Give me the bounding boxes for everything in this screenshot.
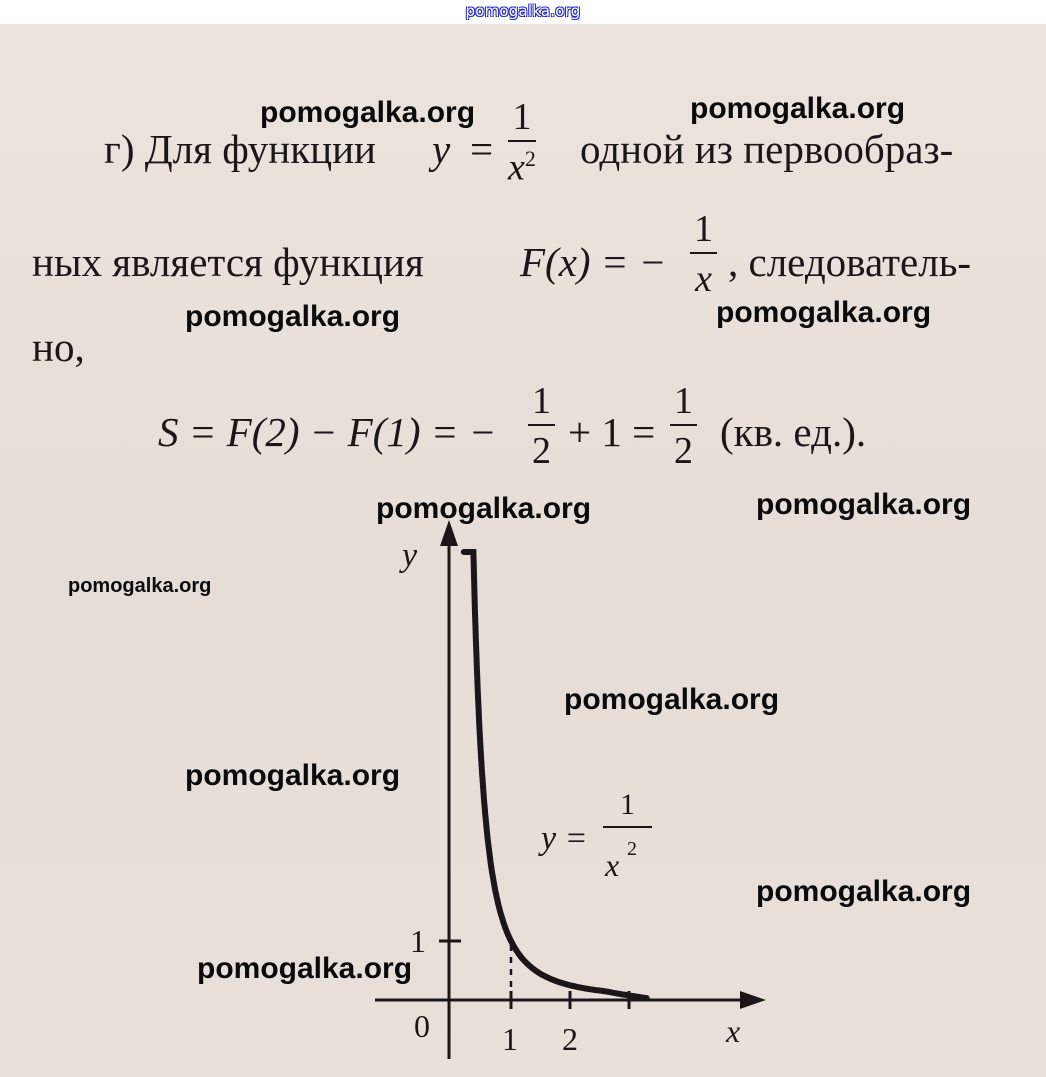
- curve-label-denominator: x: [605, 847, 620, 883]
- watermark: pomogalka.org: [185, 300, 401, 333]
- solution-line1-suffix: одной из первообраз-: [580, 126, 954, 172]
- area-formula-part1: S = F(2) − F(1) = −: [158, 409, 497, 455]
- function-graph: [0, 24, 1046, 1077]
- fraction-denominator: $x^2$: [508, 146, 536, 189]
- y-axis-label: y: [402, 537, 418, 574]
- solution-line2-suffix: , следователь-: [728, 239, 972, 285]
- origin-label: 0: [414, 1008, 430, 1044]
- watermark: pomogalka.org: [68, 575, 212, 597]
- watermark: pomogalka.org: [716, 296, 932, 329]
- site-header-link[interactable]: pomogalka.org: [465, 2, 581, 20]
- x-axis-arrow-icon: [740, 991, 766, 1009]
- curve-label-lhs: y =: [541, 820, 588, 857]
- fraction-numerator: 1: [694, 208, 713, 250]
- watermark: pomogalka.org: [564, 683, 780, 716]
- fraction-numerator: 1: [532, 380, 551, 422]
- solution-line1-eq: =: [470, 126, 494, 172]
- watermark: pomogalka.org: [197, 952, 413, 985]
- curve-label-exponent: 2: [627, 838, 637, 860]
- curve-label-numerator: 1: [620, 788, 635, 821]
- watermark: pomogalka.org: [185, 759, 401, 792]
- function-curve: [464, 552, 647, 998]
- x-tick-label-1: 1: [502, 1021, 518, 1057]
- fraction-numerator: 1: [512, 96, 532, 138]
- solution-line1-prefix: г) Для функции: [104, 126, 376, 172]
- watermark: pomogalka.org: [756, 875, 972, 908]
- solution-line2-antiderivative: F(x) = −: [520, 239, 667, 285]
- watermark: pomogalka.org: [756, 488, 972, 521]
- watermark: pomogalka.org: [690, 92, 906, 125]
- x-axis-label: x: [726, 1013, 741, 1049]
- x-tick-label-2: 2: [562, 1021, 578, 1057]
- solution-line1-lhs: y: [432, 126, 451, 172]
- site-header-bar: [0, 0, 1046, 24]
- textbook-page: [0, 24, 1046, 1077]
- watermark: pomogalka.org: [260, 96, 476, 129]
- watermark: pomogalka.org: [376, 492, 592, 525]
- fraction-denominator: x: [695, 258, 712, 300]
- fraction-denominator: 2: [532, 430, 551, 472]
- area-formula-part3: (кв. ед.).: [720, 409, 867, 455]
- y-tick-label-1: 1: [410, 923, 426, 959]
- area-formula-part2: + 1 =: [568, 409, 656, 455]
- fraction-denominator: 2: [674, 430, 693, 472]
- solution-line3: но,: [32, 324, 85, 370]
- solution-line2-prefix: ных является функция: [32, 239, 424, 285]
- fraction-numerator: 1: [674, 380, 693, 422]
